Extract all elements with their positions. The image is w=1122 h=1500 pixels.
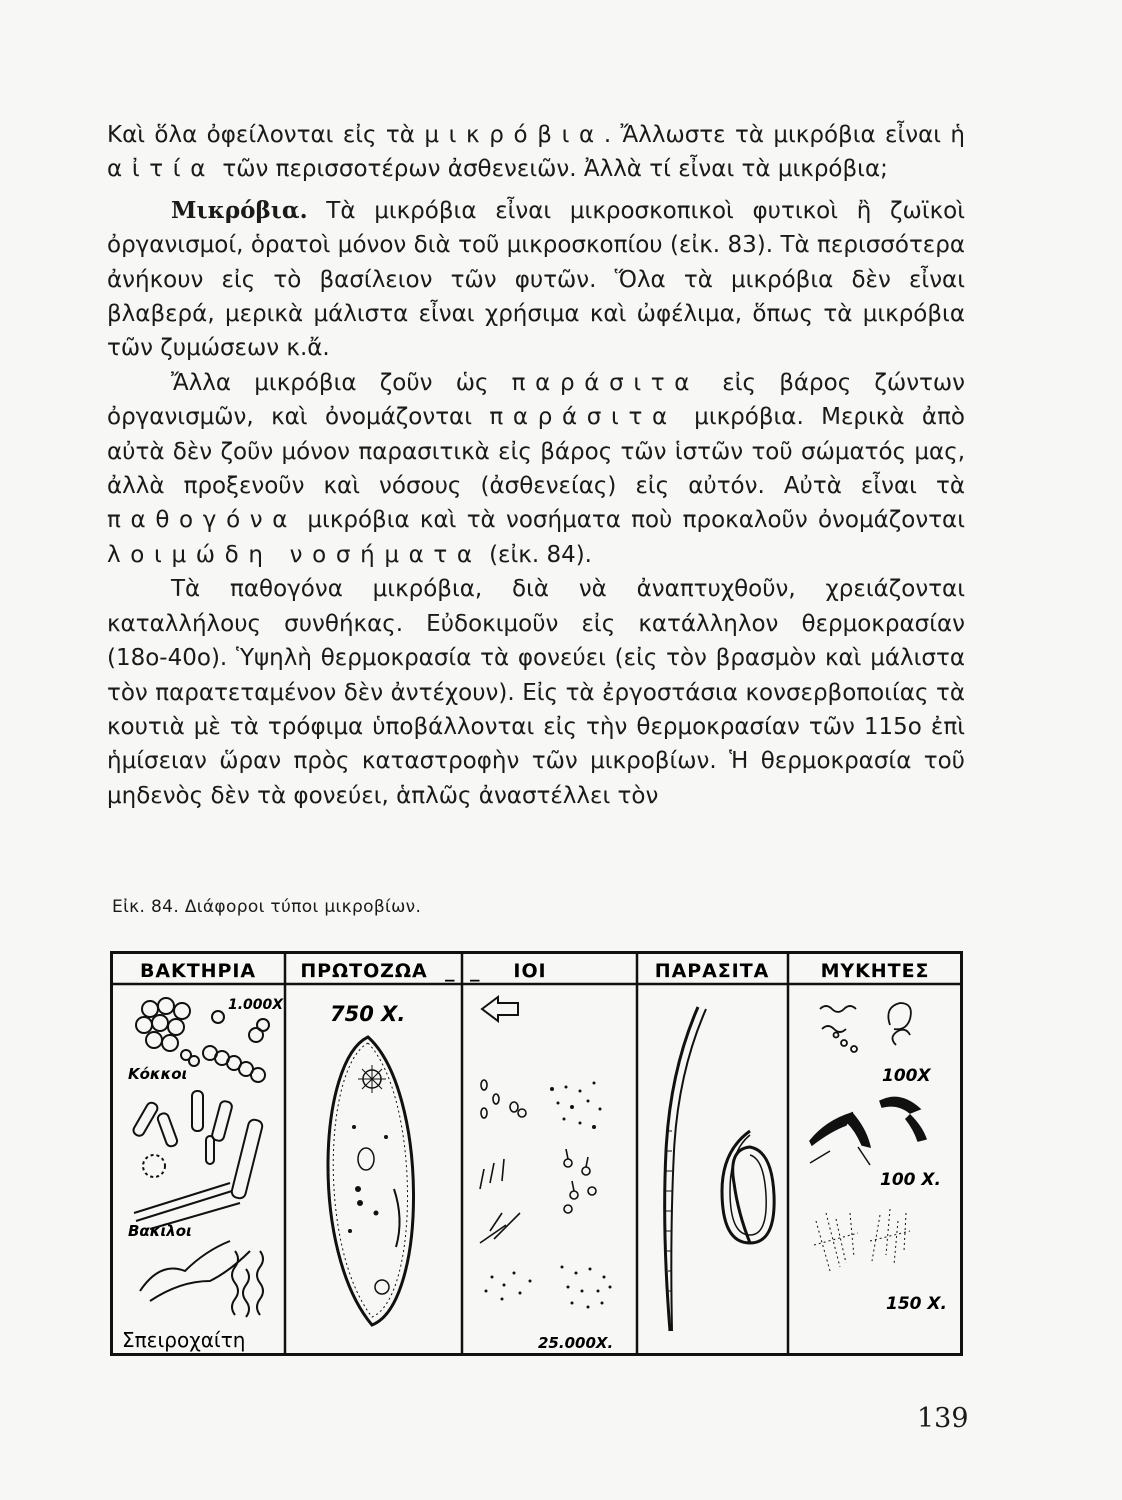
figure-drawing (110, 951, 963, 1356)
p1-spaced-mikrovia: μικρόβια (424, 122, 604, 148)
virus-arrow-icon (482, 997, 518, 1021)
page-number: 139 (917, 1403, 969, 1434)
microbes-figure-table (110, 951, 963, 1356)
body-text (107, 118, 965, 813)
p1-text-e: τῶν περισσοτέρων ἀσθενειῶν. Ἀλλὰ τί εἶναι τὰ μικρόβια; (215, 156, 888, 183)
section-heading: Μικρόβια. (171, 196, 308, 224)
label-bacilli: Βακίλοι (128, 1222, 192, 1240)
p1-spaced-aitia: αἰτία (107, 156, 216, 183)
p2-text: Τὰ μικρόβια εἶναι μικροσκοπικοὶ φυτικοὶ ἢ ζωϊκοὶ ὀργανισμοί, ὁρατοὶ μόνον διὰ τοῦ μικροσκοπίου (εἰκ. 83). Τὰ περισσότερα ἀνήκουν εἰς τὸ βασίλειον τῶν φυτῶν. Ὅλα τὰ μικρόβια δὲν εἶναι βλαβερά, μερικὰ μάλιστα εἶναι χρήσιμα καὶ ὠφέλιμα, ὅπως τὰ μικρόβια τῶν ζυμώσεων κ.ἄ. (107, 197, 965, 362)
header-dash-2: _ (470, 960, 480, 982)
header-dash-1: _ (445, 960, 455, 982)
mag-fungi-1: 100Χ (882, 1066, 931, 1086)
header-fungi: ΜΥΚΗΤΕΣ (820, 960, 930, 982)
paragraph-2 (107, 194, 965, 366)
mag-viruses: 25.000Χ. (538, 1334, 614, 1352)
p3-spaced-parasita-2: παράσιτα (489, 404, 677, 431)
p1-text-a: Καὶ ὅλα ὀφείλονται εἰς τὰ (107, 122, 425, 148)
label-spirochetes: Σπειροχαίτη (122, 1328, 246, 1352)
mag-fungi-2: 100 Χ. (880, 1170, 941, 1190)
p3-text-c: εἰς βάρος ζώντων ὀργανισμῶν, καὶ ὀνομάζονται (107, 369, 966, 431)
header-protozoa: ΠΡΩΤΟΖΩΑ (300, 960, 428, 982)
p3-text-e: μικρόβια. Μερικὰ ἀπὸ αὐτὰ δὲν ζοῦν μόνον παρασιτικὰ εἰς βάρος τῶν ἱστῶν τοῦ σώματός μας, ἀλλὰ προξενοῦν καὶ νόσους (ἀσθενείας) εἰς αὐτόν. Αὐτὰ εἶναι τὰ (107, 404, 965, 500)
fungi-hyphae-drawing (810, 1097, 926, 1165)
paramecium-drawing (328, 1037, 414, 1325)
p3-text-g: μικρόβια καὶ τὰ νοσήματα ποὺ προκαλοῦν ὀνομάζονται (297, 507, 965, 534)
paragraph-1 (107, 118, 965, 187)
figure-caption: Εἰκ. 84. Διάφοροι τύποι μικροβίων. (112, 897, 422, 917)
p3-spaced-loimodi: λοιμώδη νοσήματα (107, 541, 482, 568)
p1-text-c: . Ἄλλωστε τὰ μικρόβια εἶναι ἡ (603, 122, 965, 148)
paramecium-dots (348, 1125, 388, 1233)
spirochetes-drawing (140, 1241, 263, 1317)
virus-shapes (480, 1080, 596, 1243)
mag-fungi-3: 150 Χ. (886, 1294, 947, 1314)
label-cocci: Κόκκοι (128, 1065, 188, 1083)
paragraph-3 (107, 366, 965, 572)
header-viruses: ΙΟΙ (513, 960, 547, 982)
mag-bacteria: 1.000Χ (228, 997, 284, 1013)
header-parasites: ΠΑΡΑΣΙΤΑ (654, 960, 770, 982)
fungi-spores-drawing (820, 1003, 911, 1052)
fungi-mold-drawing (814, 1209, 910, 1271)
p4-text: Τὰ παθογόνα μικρόβια, διὰ νὰ ἀναπτυχθοῦν, χρειάζονται καταλλήλους συνθήκας. Εὐδοκιμοῦν εἰς κατάλληλον θερμοκρασίαν (18ο-40ο). Ὑψηλὴ θερμοκρασία τὰ φονεύει (εἰς τὸν βρασμὸν καὶ μάλιστα τὸν παρατεταμένον δὲν ἀντέχουν). Εἰς τὰ ἐργοστάσια κονσερβοποιίας τὰ κουτιὰ μὲ τὰ τρόφιμα ὑποβάλλονται εἰς τὴν θερμοκρασίαν τῶν 115ο ἐπὶ ἡμίσειαν ὥραν πρὸς καταστροφὴν τῶν μικροβίων. Ἡ θερμοκρασία τοῦ μηδενὸς δὲν τὰ φονεύει, ἁπλῶς ἀναστέλλει τὸν (107, 576, 965, 809)
bacilli-drawing (132, 1091, 264, 1229)
p3-text-a: Ἄλλα μικρόβια ζοῦν ὡς (171, 369, 512, 396)
mag-protozoa: 750 Χ. (330, 1002, 406, 1026)
header-bacteria: ΒΑΚΤΗΡΙΑ (139, 960, 257, 982)
p3-spaced-parasita-1: παράσιτα (511, 369, 700, 396)
worm-drawing (665, 1007, 774, 1331)
p3-spaced-pathogona: παθογόνα (107, 507, 298, 534)
paragraph-4 (107, 572, 965, 813)
p3-text-i: (εἰκ. 84). (481, 541, 592, 568)
